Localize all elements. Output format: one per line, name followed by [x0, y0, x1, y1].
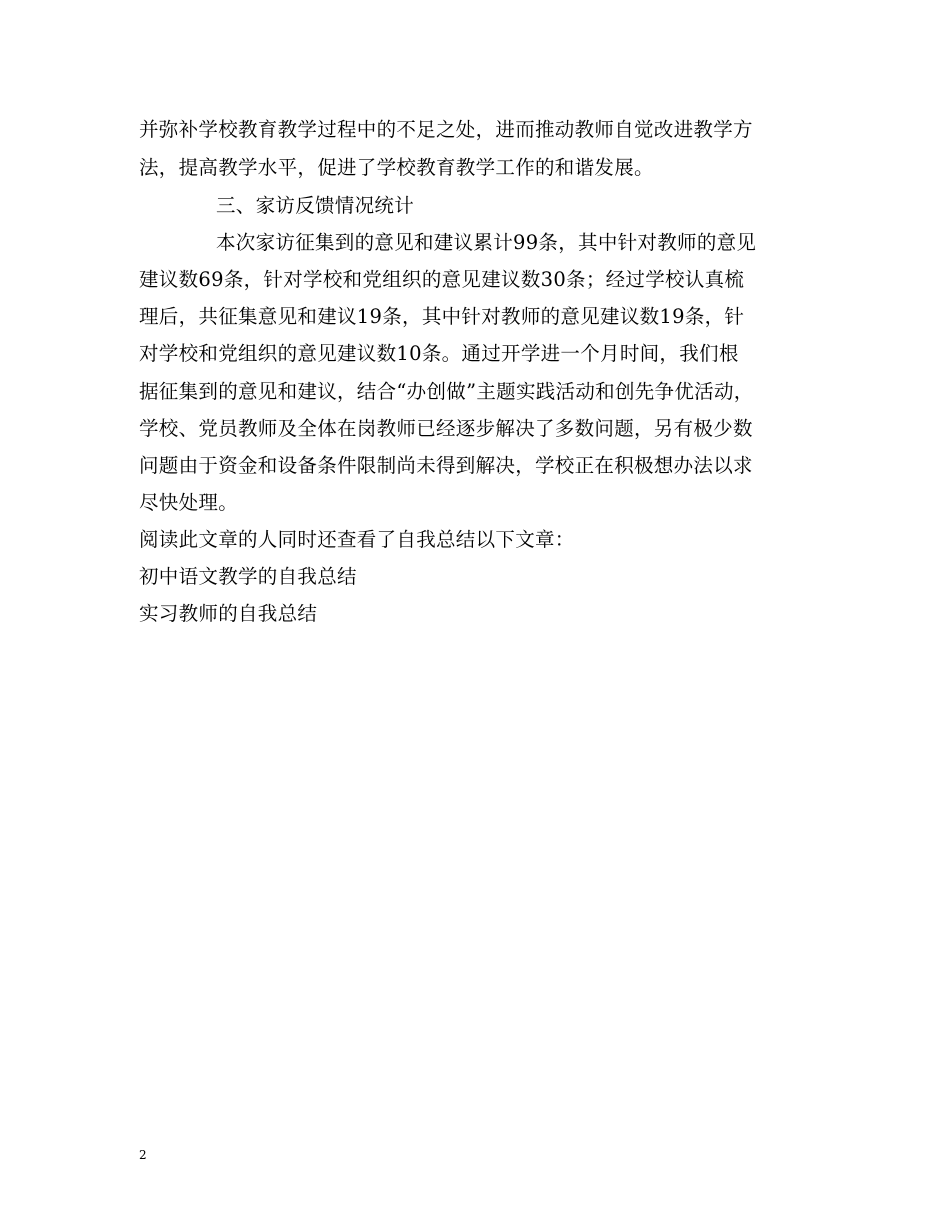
paragraph-line: 尽快处理。 — [139, 491, 239, 514]
paragraph-line: 据征集到的意见和建议，结合“办创做”主题实践活动和创先争优活动， — [139, 380, 754, 403]
paragraph-line: 本次家访征集到的意见和建议累计99条，其中针对教师的意见 — [216, 231, 757, 254]
related-articles-intro: 阅读此文章的人同时还查看了自我总结以下文章： — [139, 528, 575, 551]
paragraph-line: 对学校和党组织的意见建议数10条。通过开学进一个月时间，我们根 — [139, 342, 739, 365]
paragraph-line: 并弥补学校教育教学过程中的不足之处，进而推动教师自觉改进教学方 — [139, 118, 753, 141]
paragraph-line: 问题由于资金和设备条件限制尚未得到解决，学校正在积极想办法以求 — [139, 454, 753, 477]
related-article-link[interactable]: 初中语文教学的自我总结 — [139, 565, 357, 588]
paragraph-line: 建议数69条，针对学校和党组织的意见建议数30条；经过学校认真梳 — [139, 268, 745, 291]
paragraph-line: 理后，共征集意见和建议19条，其中针对教师的意见建议数19条，针 — [139, 305, 745, 328]
related-article-link[interactable]: 实习教师的自我总结 — [139, 602, 318, 625]
section-heading: 三、家访反馈情况统计 — [216, 194, 415, 217]
paragraph-line: 法，提高教学水平，促进了学校教育教学工作的和谐发展。 — [139, 156, 654, 179]
paragraph-line: 学校、党员教师及全体在岗教师已经逐步解决了多数问题，另有极少数 — [139, 417, 753, 440]
page-number: 2 — [139, 1148, 147, 1162]
